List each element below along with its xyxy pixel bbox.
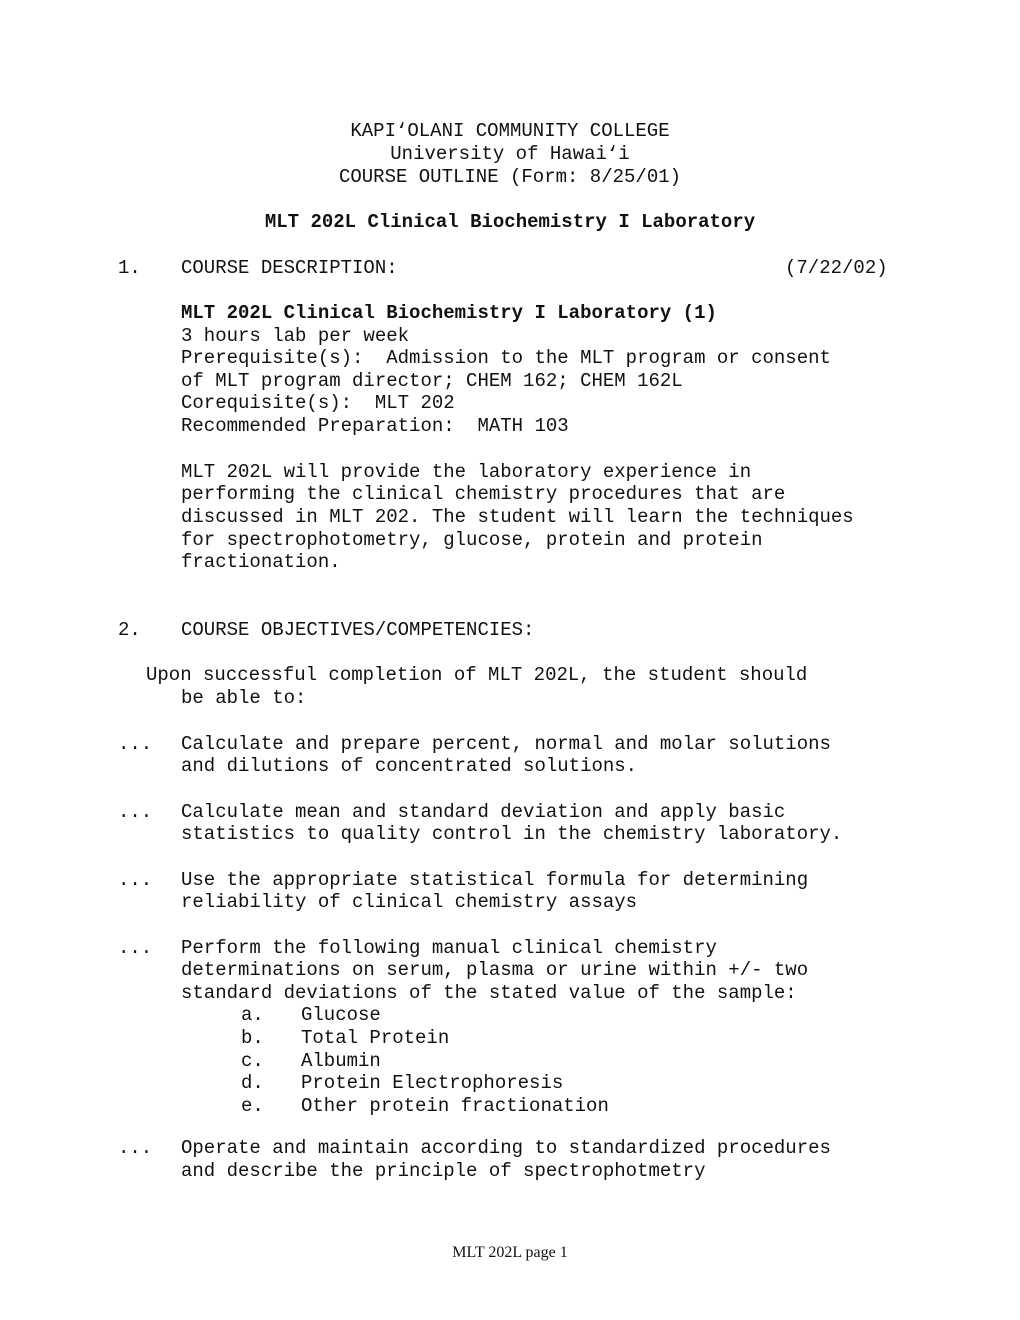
objective-line: Calculate and prepare percent, normal and molar solutions [181, 733, 831, 755]
section1-number: 1. [118, 257, 141, 279]
description-line: performing the clinical chemistry procedures that are [181, 483, 786, 505]
sub-item-text: Total Protein [301, 1027, 450, 1049]
college-name: KAPI‘OLANI COMMUNITY COLLEGE [350, 120, 670, 142]
bullet-marker: ... [118, 937, 153, 959]
section2-heading: COURSE OBJECTIVES/COMPETENCIES: [181, 619, 535, 641]
page-footer: MLT 202L page 1 [452, 1244, 568, 1261]
objectives-intro: be able to: [181, 687, 307, 709]
university-name: University of Hawai‘i [390, 143, 630, 165]
sub-item-letter: b. [241, 1027, 264, 1049]
lab-hours: 3 hours lab per week [181, 325, 410, 347]
description-line: fractionation. [181, 551, 341, 573]
objective-line: statistics to quality control in the chemistry laboratory. [181, 823, 843, 845]
objective-line: and dilutions of concentrated solutions. [181, 755, 638, 777]
objective-line: Calculate mean and standard deviation and apply basic [181, 801, 786, 823]
objectives-intro: Upon successful completion of MLT 202L, the student should [146, 664, 808, 686]
corequisite-line: Corequisite(s): MLT 202 [181, 392, 455, 414]
sub-item-letter: a. [241, 1004, 264, 1026]
sub-item-text: Glucose [301, 1004, 381, 1026]
description-line: MLT 202L will provide the laboratory experience in [181, 461, 752, 483]
bullet-marker: ... [118, 1137, 153, 1159]
sub-item-text: Other protein fractionation [301, 1095, 609, 1117]
description-line: for spectrophotometry, glucose, protein and protein [181, 529, 763, 551]
prerequisite-line: Prerequisite(s): Admission to the MLT program or consent [181, 347, 831, 369]
objective-line: and describe the principle of spectrophotmetry [181, 1160, 706, 1182]
recommended-preparation: Recommended Preparation: MATH 103 [181, 415, 569, 437]
objective-line: determinations on serum, plasma or urine within +/- two [181, 959, 809, 981]
course-title-credits: MLT 202L Clinical Biochemistry I Laboratory (1) [181, 302, 717, 324]
objective-line: Operate and maintain according to standardized procedures [181, 1137, 831, 1159]
section1-heading: COURSE DESCRIPTION: [181, 257, 398, 279]
objective-line: standard deviations of the stated value of the sample: [181, 982, 797, 1004]
sub-item-text: Albumin [301, 1050, 381, 1072]
description-line: discussed in MLT 202. The student will learn the techniques [181, 506, 854, 528]
objective-line: Use the appropriate statistical formula for determining [181, 869, 809, 891]
prerequisite-line: of MLT program director; CHEM 162; CHEM 162L [181, 370, 683, 392]
bullet-marker: ... [118, 801, 153, 823]
section1-date: (7/22/02) [785, 257, 888, 279]
section2-number: 2. [118, 619, 141, 641]
sub-item-letter: c. [241, 1050, 264, 1072]
course-title: MLT 202L Clinical Biochemistry I Laboratory [264, 211, 756, 233]
sub-item-letter: d. [241, 1072, 264, 1094]
bullet-marker: ... [118, 733, 153, 755]
objective-line: reliability of clinical chemistry assays [181, 891, 638, 913]
objective-line: Perform the following manual clinical chemistry [181, 937, 717, 959]
form-line: COURSE OUTLINE (Form: 8/25/01) [338, 166, 682, 188]
sub-item-letter: e. [241, 1095, 264, 1117]
sub-item-text: Protein Electrophoresis [301, 1072, 564, 1094]
bullet-marker: ... [118, 869, 153, 891]
